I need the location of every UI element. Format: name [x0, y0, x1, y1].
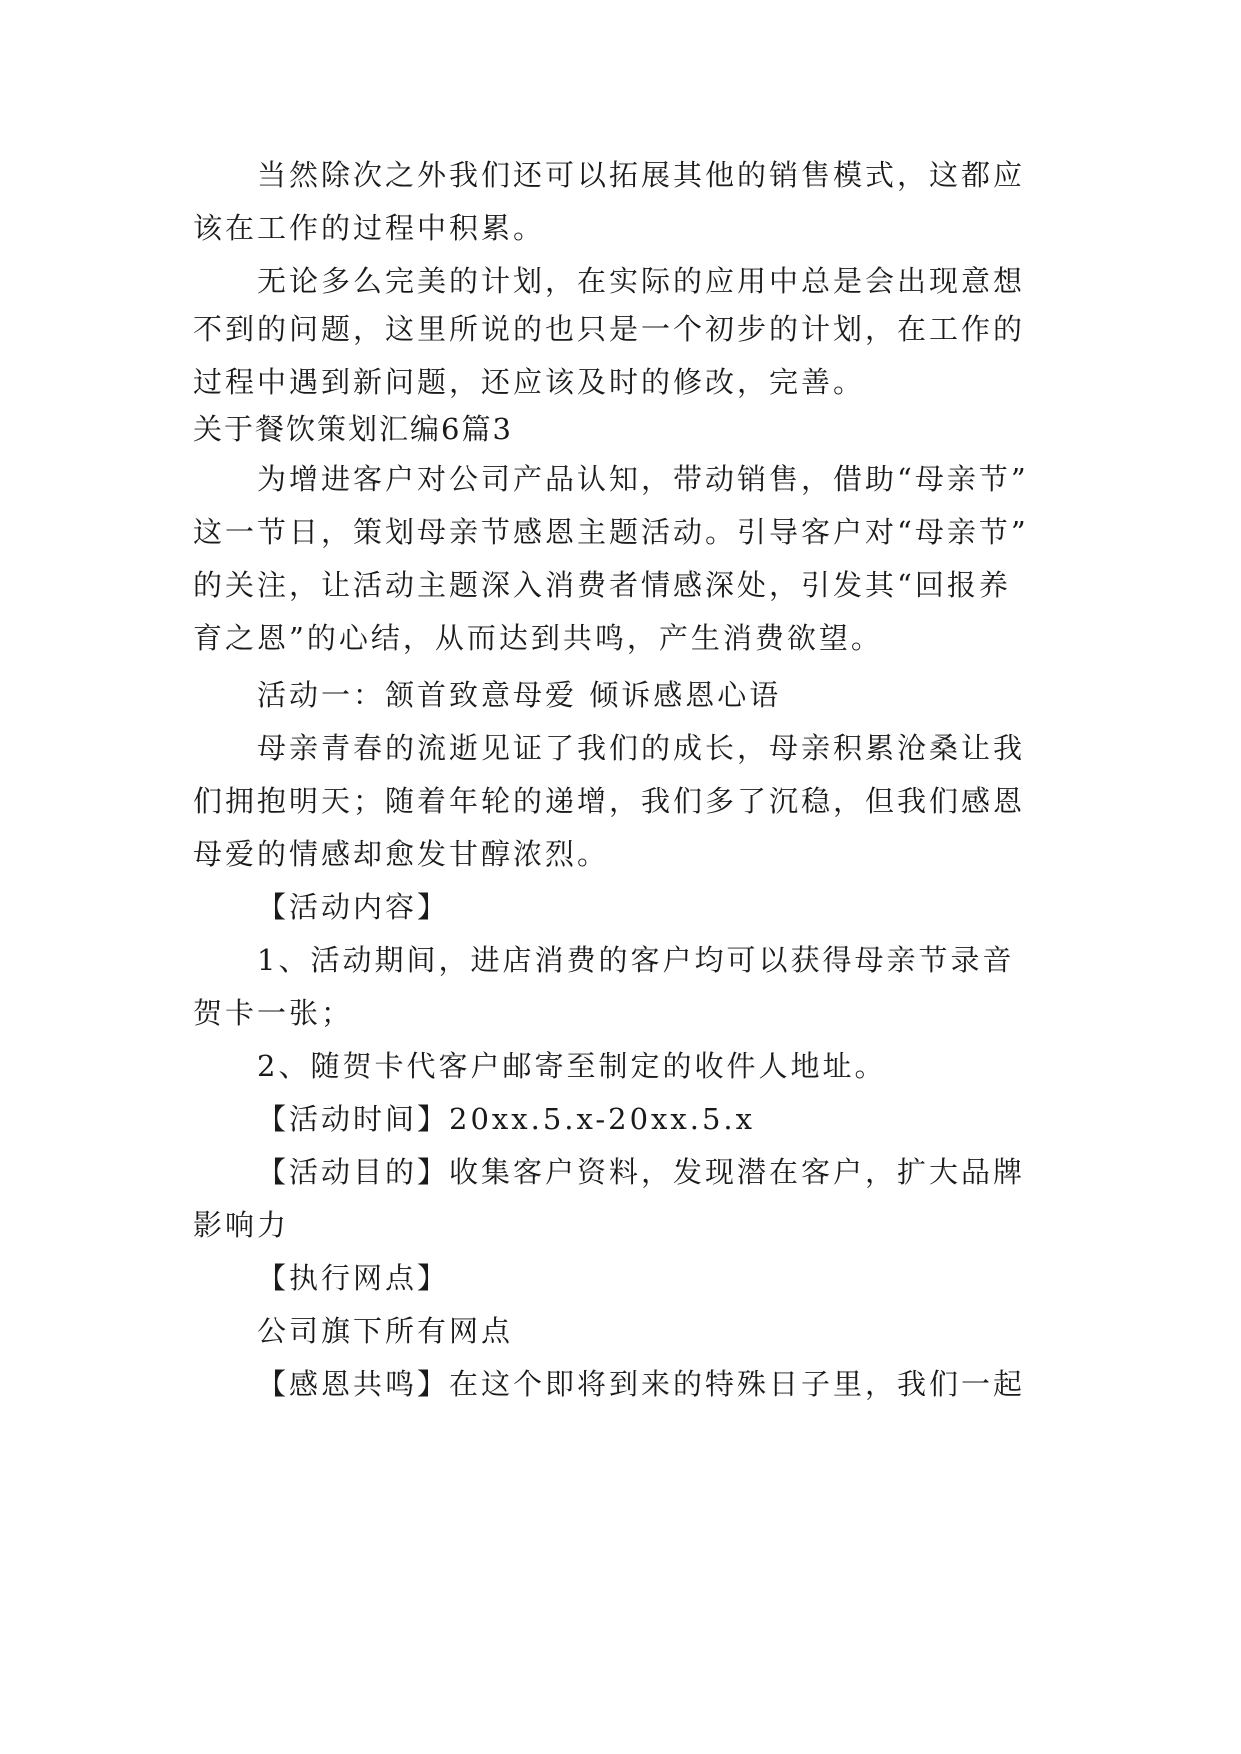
text-line: 该在工作的过程中积累。: [193, 211, 546, 245]
text-line: 母爱的情感却愈发甘醇浓烈。: [193, 837, 610, 871]
text-line: 【活动内容】: [257, 890, 450, 924]
text-line: 为增进客户对公司产品认知，带动销售，借助“母亲节”: [257, 462, 1029, 496]
text-line: 的关注，让活动主题深入消费者情感深处，引发其“回报养: [193, 568, 1011, 602]
text-line: 1、活动期间，进店消费的客户均可以获得母亲节录音: [257, 943, 1015, 977]
text-line: 母亲青春的流逝见证了我们的成长，母亲积累沧桑让我: [257, 731, 1026, 765]
text-line: 这一节日，策划母亲节感恩主题活动。引导客户对“母亲节”: [193, 515, 1029, 549]
text-line: 【感恩共鸣】在这个即将到来的特殊日子里，我们一起: [257, 1367, 1026, 1401]
text-line: 过程中遇到新问题，还应该及时的修改，完善。: [193, 365, 866, 399]
text-line: 影响力: [193, 1208, 290, 1242]
text-line: 【活动目的】收集客户资料，发现潜在客户，扩大品牌: [257, 1155, 1026, 1189]
text-line: 育之恩”的心结，从而达到共鸣，产生消费欲望。: [193, 621, 883, 655]
text-line: 公司旗下所有网点: [257, 1314, 514, 1348]
text-line: 无论多么完美的计划，在实际的应用中总是会出现意想: [257, 264, 1026, 298]
text-line: 活动一：颔首致意母爱 倾诉感恩心语: [257, 678, 782, 712]
text-line: 不到的问题，这里所说的也只是一个初步的计划，在工作的: [193, 312, 1026, 346]
text-line: 【活动时间】20xx.5.x-20xx.5.x: [257, 1102, 755, 1136]
text-line: 【执行网点】: [257, 1261, 450, 1295]
text-line: 们拥抱明天；随着年轮的递增，我们多了沉稳，但我们感恩: [193, 784, 1026, 818]
section-heading: 关于餐饮策划汇编6篇3: [193, 412, 513, 446]
text-line: 当然除次之外我们还可以拓展其他的销售模式，这都应: [257, 158, 1026, 192]
text-line: 贺卡一张；: [193, 996, 354, 1030]
text-line: 2、随贺卡代客户邮寄至制定的收件人地址。: [257, 1049, 887, 1083]
